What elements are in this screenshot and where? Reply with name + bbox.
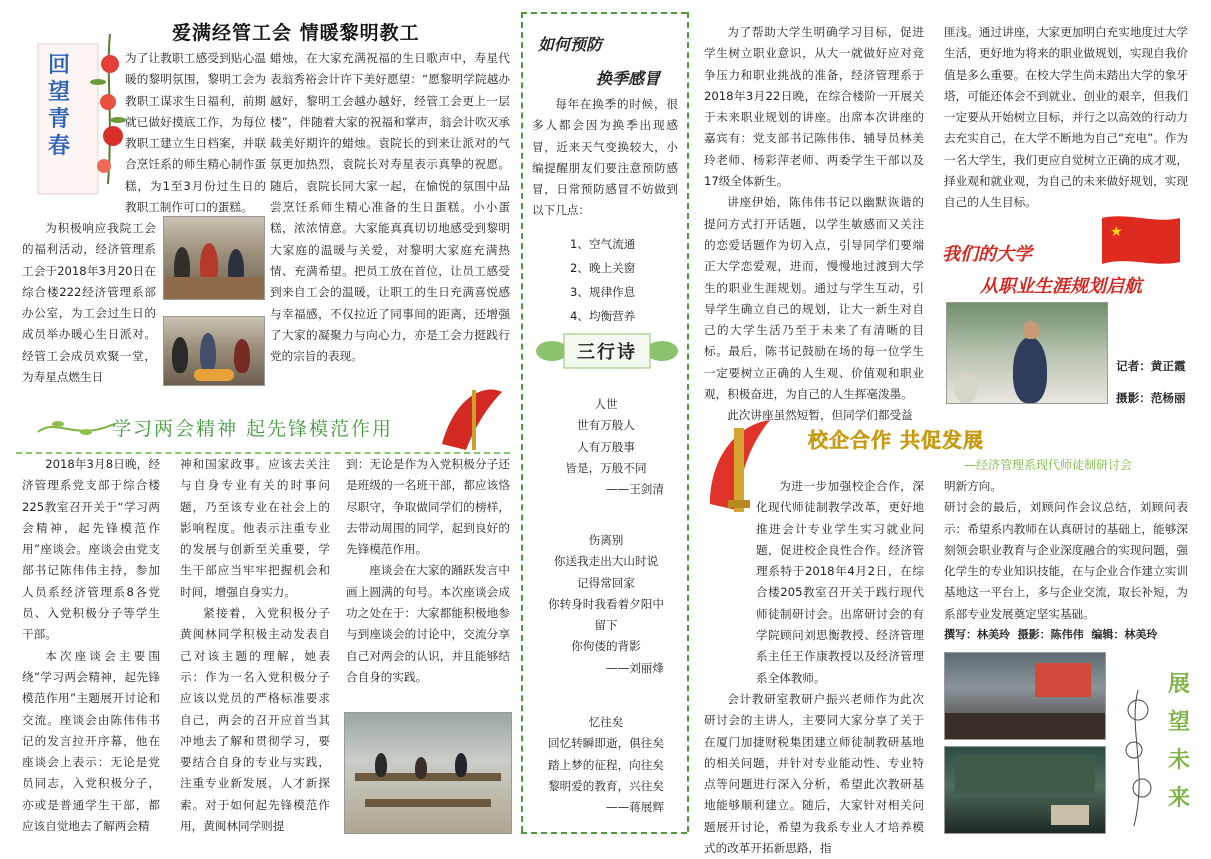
svg-text:★: ★: [1110, 224, 1123, 240]
flag-ribbon-icon: [436, 384, 506, 452]
career-col-2: 匪浅。通过讲座，大家更加明白充实地度过大学生活，更好地为将来的职业做规划，实现自我价值是多么重要。在校大学生尚未踏出大学的象牙塔，可能还体会不到就业、创业的艰辛，但我们一定要从开始树立目标，并行之以高效的行动力去充实自己，在大学不断地为自己“充电”。作为一名大学生，我们更应自觉树立正确的成才观，择业观和就业观，为自己的未来做好规划，实现自己的人生目标。: [944, 25, 1188, 210]
middle-top-border: [521, 12, 687, 14]
party-photo-2: [163, 316, 265, 386]
career-col-1: 为了帮助大学生明确学习目标，促进学生树立职业意识，从大一就做好应对竞争压力和职业挑战的准备，经济管理系于2018年3月22日晚，在综合楼阶一开展关于未来职业规划的讲座。出席本次讲座的嘉宾有：党支部书记陈伟伟、辅导员林美玲老师、杨彩萍老师、两委学生干部以及17级全体新生。 讲座伊始，陈伟伟书记以幽默诙谐的提问方式打开话题，以学生敏感而又关注的恋爱话题作为切入点，引导同学们要端正大学恋爱观，进而，慢慢地过渡到大学生的职业生涯规划。通过与学生互动，引导学生确立自己的规划，让大一新生对自己的大学生活乃至于未来了有清晰的目标。最后，陈书记鼓励在场的每一位学生一定要树立正确的人生观、价值观和职业观，积极奋进，为自己的人生挥毫泼墨。 此次讲座虽然短暂，但同学们都受益: [704, 25, 924, 423]
union-right-column: 蜡烛，在大家充满祝福的生日歌声中，寿星代表翁秀裕会计许下美好愿望：“愿黎明学院越办越好，黎明工会越办越好，经管工会更上一层楼”，伴随着大家的祝福和掌声，翁会计吹灭承载美好期许的蜡烛。袁院长的到来让派对的气氛更加热烈，袁院长对寿星表示真挚的祝愿。随后，袁院长同大家一起，在愉悦的氛围中品尝烹饪系师生精心准备的生日蛋糕。小小蛋糕，浓浓情意。大家能真真切切地感受到黎明大家庭的温暖与关爱，对黎明大家庭充满热情、充满希望。把员工放在首位，让员工感受到来自工会的温暖，让职工的生日充满喜悦感与幸福感，不仅拉近了同事间的距离，还增强了大家的凝聚力与向心力，亦是工会力挺践行党的宗旨的表现。: [270, 51, 510, 364]
union-intro-text: 为了让教职工感受到贴心温暖的黎明氛围，黎明工会为教职工谋求生日福利，前期就已做好摸底工作，为每位教职工建立生日档案，并联合烹饪系的师生精心制作蛋糕，为1至3月份过生日的教职工制作可口的蛋糕。: [125, 51, 266, 215]
cooperation-col-2: 明新方向。 研讨会的最后，刘顾问作会议总结，刘顾问表示：希望系内教师在认真研讨的基础上，能够深刻领会职业教育与企业深度融合的实现问题，强化学生的专业知识技能，在与企业合作建立实训基地这一平台上，多与企业交流，取长补短，为系部专业发展奠定坚实基础。: [944, 479, 1188, 621]
cooperation-credits: 撰写：林美玲 摄影：陈伟伟 编辑：林美玲: [944, 628, 1158, 641]
poem-1: 人世 世有万般人 人有万般事 皆是，万般不同 ——王剑清: [565, 397, 664, 497]
reporter-credit: 记者：黄正霞: [1116, 359, 1186, 373]
reminisce-youth-label: 回望青春: [48, 52, 71, 159]
poem-2: 伤离别 你送我走出大山时说 记得常回家 你转身时我看着夕阳中 留下 你佝偻的背影 ——刘丽烽: [548, 533, 664, 675]
study-col-1: 2018年3月8日晚，经济管理系党支部于综合楼225教室召开关于“学习两会精神，起先锋模范作用”座谈会。座谈会由党支部书记陈伟伟主持，参加人员系经济管理系8各党员、入党积极分子等学生干部。 本次座谈会主要围绕“学习两会精神，起先锋模范作用”主题展开讨论和交流。座谈会由陈伟伟书记的发言拉开序幕，他在座谈会上表示：无论是党员同志，入党积极分子，亦或是普通学生干部，都应该自觉地去了解两会精: [22, 457, 160, 834]
future-outlook-label: 展望未来: [1168, 672, 1191, 811]
union-left-column: 为积极响应我院工会的福利活动，经济管理系工会于2018年3月20日在综合楼222经济管理系部办公室，为工会过生日的成员举办暖心生日派对。经管工会成员欢聚一堂，为寿星点燃生日: [22, 221, 156, 385]
flower-sketch-decoration: [1108, 680, 1168, 830]
cold-prevention-intro: 每年在换季的时候，很多人都会因为换季出现感冒，近来天气变换较大，小编提醒朋友们要注意预防感冒，日常预防感冒不妨做到以下几点：: [532, 97, 678, 218]
middle-left-border: [521, 12, 523, 832]
party-photo-1: [163, 216, 265, 300]
cold-prevention-title-2: 换季感冒: [596, 69, 661, 88]
photographer-credit: 摄影：范杨丽: [1116, 391, 1186, 405]
study-meeting-title: 学习两会精神 起先锋模范作用: [112, 418, 394, 440]
seminar-photo-1: [944, 652, 1106, 740]
middle-right-border: [687, 12, 689, 832]
study-col-3: 到：无论是作为入党积极分子还是班级的一名班干部，都应该恪尽职守，争取做同学们的榜样，去带动周围的同学，起到良好的先锋模范作用。 座谈会在大家的踊跃发言中画上圆满的句号。本次座谈会成功之处在于：大家都能积极地参与到座谈会的讨论中，交流分享自己对两会的认识，并且能够结合自身的实践。: [346, 457, 510, 684]
vine-icon: [36, 412, 116, 442]
middle-bottom-border: [521, 832, 687, 834]
meeting-photo: [344, 712, 512, 834]
study-col-2: 神和国家政事。应该去关注与自身专业有关的时事问题，乃至该专业在社会上的影响程度。他表示注重专业的发展与创新至关重要，学生干部应当牢牢把握机会和时间，增强自身实力。 紧接着，入党积极分子黄闽林同学积极主动发表自己对该主题的理解，她表示：作为一名入党积极分子应该以党员的严格标准要求自己，两会的召开应首当其冲地去了解和贯彻学习，要要结合自身的专业与实践，注重专业新发展，人才新探索。对于如何起先锋模范作用，黄闽林同学则提: [180, 457, 330, 834]
seminar-photo-2: [944, 746, 1106, 834]
poem-3: 忆往矣 回忆转瞬即逝，俱往矣 踏上梦的征程，向往矣 黎明爱的教育，兴往矣 ——蒋展辉: [548, 715, 664, 815]
poem-title: 三行诗: [577, 342, 637, 363]
list-item: 1、空气流通: [570, 237, 636, 251]
list-item: 4、均衡营养: [570, 309, 636, 323]
cooperation-subtitle: —经济管理系现代师徒制研讨会: [964, 458, 1133, 472]
career-title-1: 我们的大学: [942, 244, 1032, 265]
cold-prevention-list: [570, 232, 635, 328]
lecture-photo: [946, 302, 1108, 404]
cold-prevention-title-1: 如何预防: [538, 35, 603, 54]
career-title-2: 从职业生涯规划启航: [980, 276, 1142, 297]
list-item: 3、规律作息: [570, 285, 636, 299]
list-item: 2、晚上关窗: [570, 261, 636, 275]
flag-icon: [1098, 212, 1184, 270]
cooperation-col-1: 为进一步加强校企合作，深化现代师徒制教学改革，更好地推进会计专业学生实习就业问题，促进校企良性合作。经济管理系特于2018年4月2日，在综合楼205教室召开关于践行现代师徒制研讨会。出席研讨会的有学院顾问刘思衡教授、经济管理系主任王作康教授以及经济管理系全体教师。 会计教研室教研户振兴老师作为此次研讨会的主讲人，主要同大家分享了关于在厦门加捷财税集团建立师徒制教研基地的相关问题，并针对专业能动性、专业特点等问题进行深入分析，希望此次教研基地能够顺利建立。随后，大家针对相关问题展开讨论，希望为我系专业人才培养模式的改革开拓新思路，指: [704, 479, 924, 856]
cooperation-title: 校企合作 共促发展: [808, 428, 984, 452]
union-article-title: 爱满经管工会 情暖黎明教工: [172, 22, 420, 44]
